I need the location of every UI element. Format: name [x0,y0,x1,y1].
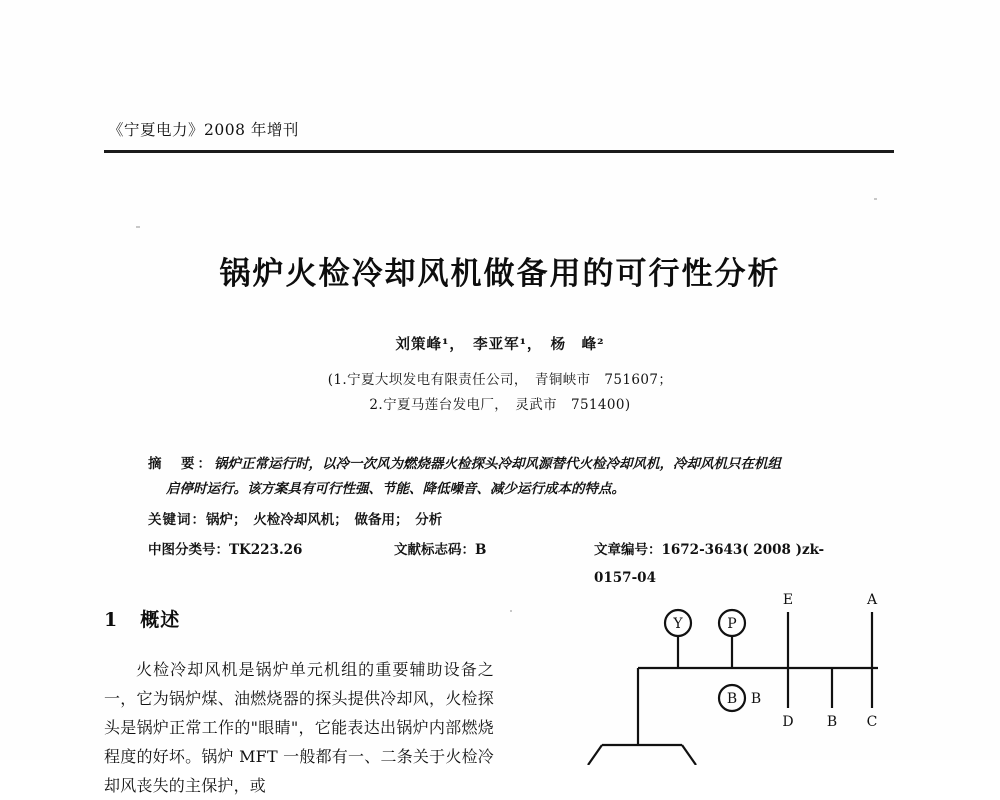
figure-label-node-b: B [750,691,762,707]
scan-speck [136,226,140,228]
figure-label-valve-p: P [727,616,737,632]
figure-label-a: A [866,592,878,608]
clc-label: 中图分类号： [148,542,229,558]
affiliation-line-2: 2.宁夏马莲台发电厂， 灵武市 751400) [369,397,631,413]
keywords-value: 锅炉； 火检冷却风机； 做备用； 分析 [206,512,443,528]
clc-value: TK223.26 [229,542,303,558]
schematic-drawing [560,590,960,765]
section-title: 概述 [140,609,181,631]
page-title: 锅炉火检冷却风机做备用的可行性分析 [219,256,781,292]
metadata-row [148,536,854,592]
figure-label-b-bottom: B [826,714,838,730]
document-code-value: B [475,542,487,558]
document-code-label: 文献标志码： [394,542,475,558]
figure-label-valve-y: Y [673,616,683,632]
scan-speck [874,198,877,200]
author-list: 刘策峰¹， 李亚军¹， 杨 峰² [395,336,605,353]
article-number-value: 1672-3643( 2008 )zk-0157-04 [594,542,825,586]
clc-number [148,536,394,592]
figure-label-d: D [782,714,794,730]
abstract-first-line [148,452,854,477]
body-column [104,655,494,800]
keywords-row [148,506,854,534]
header-rule [104,150,894,153]
affiliation-line-1: (1.宁夏大坝发电有限责任公司， 青铜峡市 751607； [327,372,673,388]
keywords-label: 关键词： [148,512,206,528]
figure-schematic [560,590,960,765]
figure-label-valve-b: B [726,691,738,707]
body-paragraph: 火检冷却风机是锅炉单元机组的重要辅助设备之一，它为锅炉煤、油燃烧器的探头提供冷却风，火检探头是锅炉正常工作的"眼睛"，它能表达出锅炉内部燃烧程度的好坏。锅炉 MFT 一般都有一、二条关于火检冷却风丧失的主保护，或 [104,660,494,795]
figure-label-c: C [866,714,878,730]
section-number: 1 [104,609,119,631]
article-number [594,536,854,592]
abstract-block [148,452,854,592]
running-head: 《宁夏电力》2008 年增刊 [108,121,299,139]
document-code [394,536,594,592]
article-number-label: 文章编号： [594,542,662,558]
abstract-text-1: 锅炉正常运行时，以冷一次风为燃烧器火检探头冷却风源替代火检冷却风机，冷却风机只在机组 [214,456,781,472]
abstract-label: 摘 要： [148,456,214,472]
figure-label-e: E [782,592,794,608]
abstract-text-2: 启停时运行。该方案具有可行性强、节能、降低噪音、减少运行成本的特点。 [166,481,625,497]
scan-speck [510,610,512,612]
section-heading [104,605,180,632]
